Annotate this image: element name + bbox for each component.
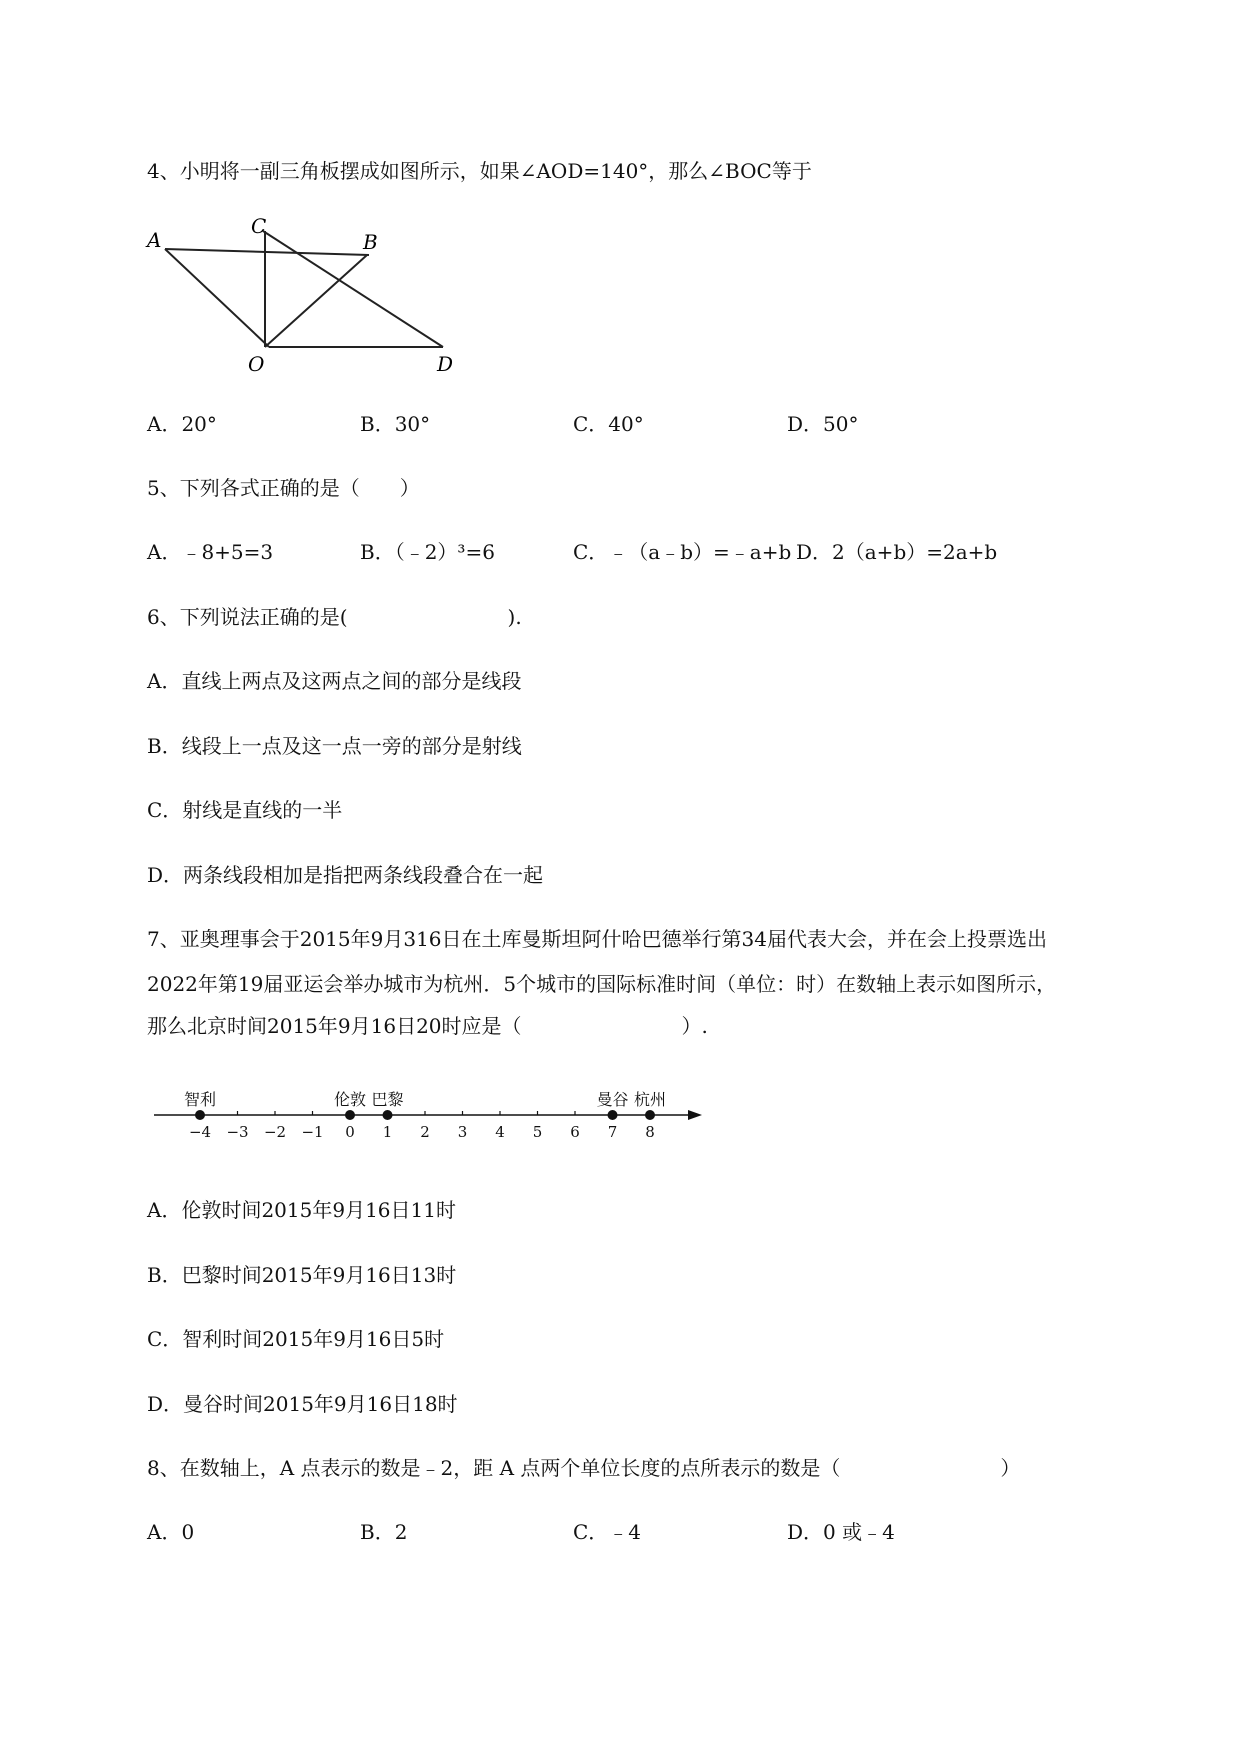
number-line-tick-label: 7 <box>607 1123 618 1141</box>
q7-option-b: B．巴黎时间2015年9月16日13时 <box>147 1263 457 1287</box>
q4-label-o: O <box>248 352 265 375</box>
number-line-tick-label: −4 <box>188 1123 212 1141</box>
number-line-tick-label: 1 <box>382 1123 393 1141</box>
q8-option-b: B．2 <box>360 1520 408 1544</box>
q8-stem: 8、在数轴上，A 点表示的数是﹣2，距 A 点两个单位长度的点所表示的数是（ ） <box>147 1456 1021 1480</box>
number-line-city-point <box>345 1110 355 1120</box>
number-line-city-label: 巴黎 <box>371 1090 404 1109</box>
q7-option-a: A．伦敦时间2015年9月16日11时 <box>147 1198 456 1222</box>
q4-option-d: D．50° <box>787 412 859 436</box>
number-line-city-point <box>608 1110 618 1120</box>
number-line-tick-label: 2 <box>420 1123 430 1141</box>
q4-stem: 4、小明将一副三角板摆成如图所示，如果∠AOD=140°，那么∠BOC等于 <box>147 159 812 183</box>
q5-option-c: C．﹣（a﹣b）=﹣a+b <box>573 540 792 564</box>
q7-option-c: C．智利时间2015年9月16日5时 <box>147 1327 445 1351</box>
q7-stem-line-3: 那么北京时间2015年9月16日20时应是（ ）. <box>147 1014 708 1038</box>
q4-label-d: D <box>437 352 454 375</box>
q4-option-a: A．20° <box>147 412 217 436</box>
q4-option-b: B．30° <box>360 412 431 436</box>
number-line-tick-label: 6 <box>570 1123 580 1141</box>
q5-option-b: B．（﹣2）³=6 <box>360 540 495 564</box>
number-line-city-label: 伦敦 <box>333 1090 367 1109</box>
number-line-tick-label: −3 <box>226 1123 249 1141</box>
number-line-city-point <box>383 1110 393 1120</box>
q8-option-a: A．0 <box>147 1520 195 1544</box>
q5-option-a: A．﹣8+5=3 <box>147 540 274 564</box>
q6-option-c: C．射线是直线的一半 <box>147 798 343 822</box>
number-line-tick-label: −1 <box>301 1123 324 1141</box>
q5-stem: 5、下列各式正确的是（ ） <box>147 476 420 500</box>
number-line-tick-label: 3 <box>457 1123 468 1141</box>
number-line-tick-label: −2 <box>263 1123 287 1141</box>
q6-option-d: D．两条线段相加是指把两条线段叠合在一起 <box>147 863 544 887</box>
number-line-city-label: 曼谷 <box>596 1090 629 1109</box>
q8-option-c: C．﹣4 <box>573 1520 642 1544</box>
q4-triangle-figure <box>145 215 465 375</box>
q7-stem-line-1: 7、亚奥理事会于2015年9月316日在土库曼斯坦阿什哈巴德举行第34届代表大会，并在会上投票选出 <box>147 927 1047 951</box>
q5-option-d: D．2（a+b）=2a+b <box>796 540 998 564</box>
q6-option-a: A．直线上两点及这两点之间的部分是线段 <box>147 669 522 693</box>
number-line-city-label: 智利 <box>183 1090 217 1109</box>
q4-label-c: C <box>251 215 267 238</box>
number-line-tick-label: 5 <box>532 1123 543 1141</box>
number-line-tick-label: 4 <box>495 1123 505 1141</box>
q6-stem: 6、下列说法正确的是( ). <box>147 605 522 629</box>
number-line-city-label: 杭州 <box>633 1090 667 1109</box>
number-line-arrow <box>688 1110 702 1120</box>
number-line-tick-label: 8 <box>645 1123 655 1141</box>
q4-option-c: C．40° <box>573 412 644 436</box>
q4-label-a: A <box>147 228 162 252</box>
q8-option-d: D．0 或﹣4 <box>787 1520 895 1544</box>
q7-number-line <box>150 1085 710 1145</box>
q4-label-b: B <box>363 230 378 254</box>
q7-stem-line-2: 2022年第19届亚运会举办城市为杭州．5个城市的国际标准时间（单位：时）在数轴上表示如图所示， <box>147 972 1057 996</box>
q6-option-b: B．线段上一点及这一点一旁的部分是射线 <box>147 734 522 758</box>
number-line-city-point <box>195 1110 205 1120</box>
q7-option-d: D．曼谷时间2015年9月16日18时 <box>147 1392 458 1416</box>
number-line-tick-label: 0 <box>345 1123 355 1141</box>
number-line-city-point <box>645 1110 655 1120</box>
